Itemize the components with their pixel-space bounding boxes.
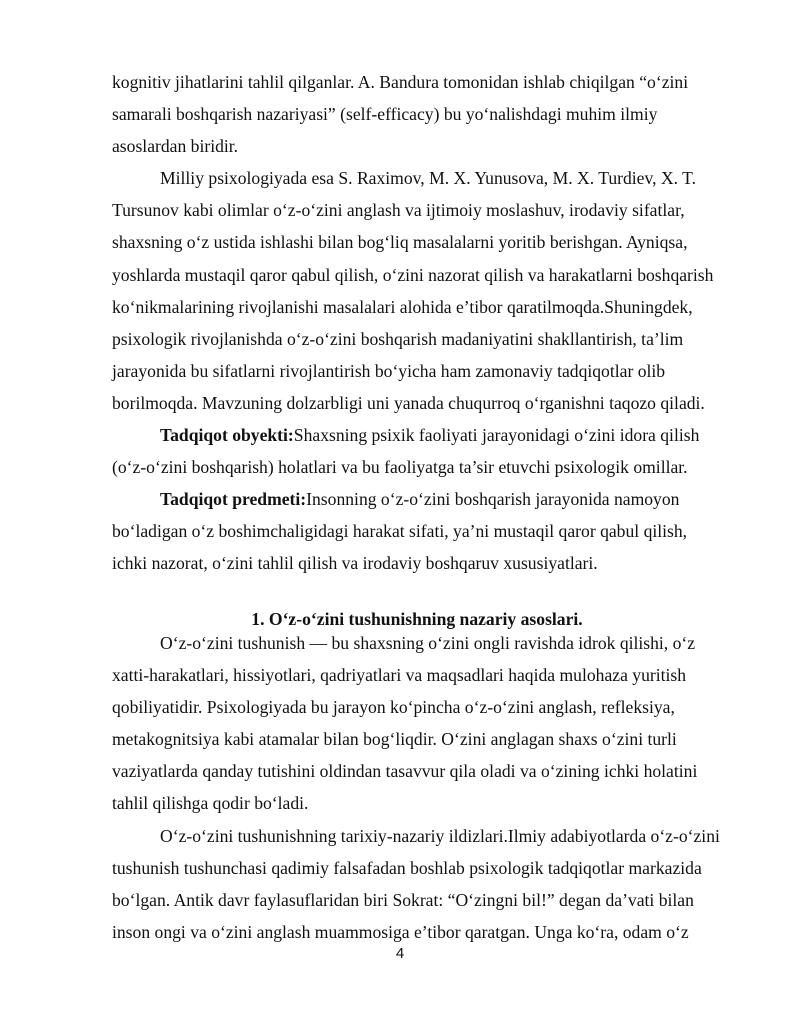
body-text-upper [112,66,722,580]
research-object-line [112,419,722,451]
text-line: Tursunov kabi olimlar o‘z-o‘zini anglash va ijtimoiy moslashuv, irodaviy sifatlar, [112,200,685,221]
research-object-label: Tadqiqot obyekti: [160,425,294,446]
text-line: bo‘lgan. Antik davr faylasuflaridan biri Sokrat: “O‘zingni bil!” degan da’vati bilan [112,889,694,910]
text-line: borilmoqda. Mavzuning dolzarbligi uni yanada chuqurroq o‘rganishni taqozo qiladi. [112,392,705,413]
text-line: jarayonida bu sifatlarni rivojlantirish bo‘yicha ham zamonaviy tadqiqotlar olib [112,360,666,381]
text-line: shaxsning o‘z ustida ishlashi bilan bog‘liq masalalarni yoritib berishgan. Ayniqsa, [112,232,688,253]
research-object-text: Shaxsning psixik faoliyati jarayonidagi o‘zini idora qilish [293,425,700,446]
section-heading: 1. O‘z-o‘zini tushunishning nazariy asoslari. [251,609,583,629]
research-subject-label: Tadqiqot predmeti: [160,489,307,510]
text-line: bo‘ladigan o‘z boshimchaligidagi harakat sifati, ya’ni mustaqil qaror qabul qilish, [112,521,688,542]
text-line: xatti-harakatlari, hissiyotlari, qadriyatlari va maqsadlari haqida mulohaza yuritish [112,665,687,686]
text-line: ichki nazorat, o‘zini tahlil qilish va irodaviy boshqaruv xususiyatlari. [112,553,598,574]
text-line: Milliy psixologiyada esa S. Raximov, M. X. Yunusova, M. X. Turdiev, X. T. [160,168,696,189]
page-number: 4 [395,945,405,962]
text-line: samarali boshqarish nazariyasi” (self-efficacy) bu yo‘nalishdagi muhim ilmiy [112,104,658,125]
body-text-lower [112,627,722,948]
text-line: asoslardan biridir. [112,136,239,157]
text-line: tahlil qilishga qodir bo‘ladi. [112,793,309,814]
text-line: (o‘z-o‘zini boshqarish) holatlari va bu faoliyatga ta’sir etuvchi psixologik omillar. [112,457,688,478]
text-line: qobiliyatidir. Psixologiyada bu jarayon ko‘pincha o‘z-o‘zini anglash, refleksiya, [112,697,675,718]
text-line: kognitiv jihatlarini tahlil qilganlar. A. Bandura tomonidan ishlab chiqilgan “o‘zini [112,72,689,92]
text-line: yoshlarda mustaqil qaror qabul qilish, o‘zini nazorat qilish va harakatlarni boshqarish [112,264,714,285]
text-line: psixologik rivojlanishda o‘z-o‘zini boshqarish madaniyatini shakllantirish, ta’lim [112,328,684,349]
text-line: tushunish tushunchasi qadimiy falsafadan boshlab psixologik tadqiqotlar markazida [112,857,702,878]
text-line: inson ongi va o‘zini anglash muammosiga e’tibor qaratgan. Unga ko‘ra, odam o‘z [112,921,689,942]
text-line: O‘z-o‘zini tushunish — bu shaxsning o‘zini ongli ravishda idrok qilishi, o‘z [160,633,696,653]
text-line: O‘z-o‘zini tushunishning tarixiy-nazariy ildizlari.Ilmiy adabiyotlarda o‘z-o‘zini [160,825,720,846]
research-subject-text: Insonning o‘z-o‘zini boshqarish jarayonida namoyon [306,489,680,510]
research-subject-line [112,483,722,515]
text-line: metakognitsiya kabi atamalar bilan bog‘liqdir. O‘zini anglagan shaxs o‘zini turli [112,729,677,750]
text-line: ko‘nikmalarining rivojlanishi masalalari alohida e’tibor qaratilmoqda.Shuningdek, [112,296,693,317]
text-line: vaziyatlarda qanday tutishini oldindan tasavvur qila oladi va o‘zining ichki holatini [112,761,698,782]
